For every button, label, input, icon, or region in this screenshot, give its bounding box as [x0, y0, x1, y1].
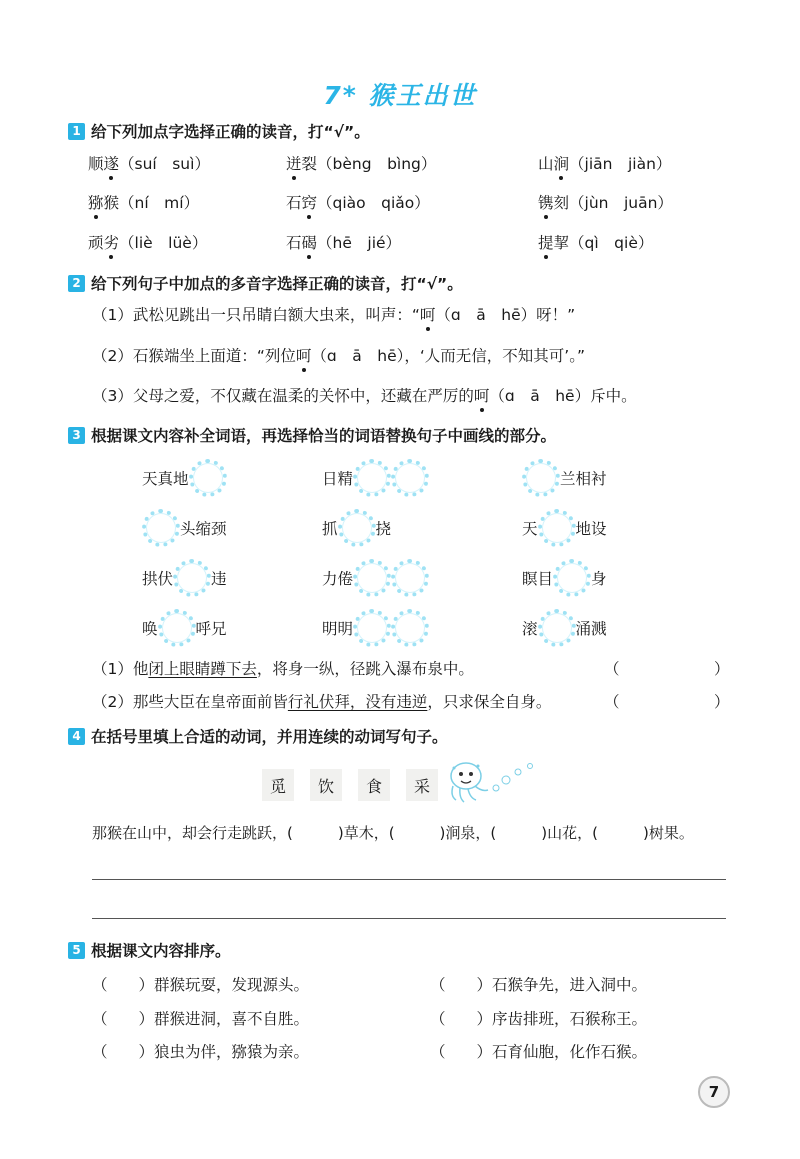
- q1-item[interactable]: [88, 152, 210, 174]
- q2-s2-pre: （2）石猴端坐上面道：“列位: [92, 347, 296, 365]
- q3-word-3b: [322, 558, 429, 598]
- q4-word-boxes: [262, 769, 454, 801]
- page-number: 7: [698, 1076, 730, 1108]
- q1-instruction: 给下列加点字选择正确的读音，打“√”。: [91, 123, 370, 141]
- q3-sentence-1: [92, 657, 474, 679]
- q5-header: [68, 937, 231, 963]
- q1-item-pre: 山: [538, 155, 554, 173]
- q3-word-1a: [142, 458, 227, 498]
- blank-circle[interactable]: [158, 609, 196, 647]
- q3-w4c2-text: 涌溅: [575, 620, 607, 638]
- q3-word-4b: [322, 608, 429, 648]
- q3-w3a1-text: 拱伏: [142, 570, 174, 588]
- q2-instruction: 给下列句子中加点的多音字选择正确的读音，打“√”。: [91, 275, 463, 293]
- q3-s1-post: ，将身一纵，径跳入瀑布泉中。: [256, 660, 474, 678]
- q1-item-dot-char: 劣: [103, 234, 120, 252]
- q2-s3-pre: （3）父母之爱，不仅藏在温柔的关怀中，还藏在严厉的: [92, 387, 474, 405]
- q5-right-item-1[interactable]: （ ）石猴争先，进入洞中。: [430, 976, 648, 994]
- answer-paren-left[interactable]: （: [604, 660, 620, 678]
- q3-word-2b: [322, 508, 391, 548]
- q1-item-dot-char: 镌: [538, 194, 554, 212]
- q3-word-3a: [142, 558, 227, 598]
- blank-circle[interactable]: [173, 559, 211, 597]
- q3-w2c1-text: 天: [522, 520, 538, 538]
- answer-paren-right: ）: [714, 660, 730, 678]
- word-box: 食: [358, 769, 390, 801]
- q1-item-dot-char: 提: [538, 234, 554, 252]
- q1-item-pinyin: （qiào qiǎo）: [317, 194, 430, 212]
- q1-item[interactable]: [286, 231, 401, 253]
- blank-circle[interactable]: [538, 509, 576, 547]
- q1-item-post: 裂: [301, 155, 318, 173]
- q2-s3-post: （ɑ ā hē）斥中。: [489, 387, 637, 405]
- q3-s2-post: ，只求保全自身。: [427, 693, 552, 711]
- q1-item-pinyin: （ní mí）: [119, 194, 200, 212]
- q3-w4a2-text: 呼兄: [195, 620, 227, 638]
- q4-sentence: 那猴在山中，却会行走跳跃，( )草木，( )涧泉，( )山花，( )树果。: [92, 824, 694, 842]
- blank-circle[interactable]: [189, 459, 227, 497]
- blank-circle[interactable]: [391, 559, 429, 597]
- q1-item[interactable]: [538, 152, 671, 174]
- q1-item-dot-char: 窍: [301, 194, 318, 212]
- q3-header: [68, 422, 556, 448]
- q1-item-post: 猴: [103, 194, 120, 212]
- q2-header: [68, 270, 463, 296]
- q1-item[interactable]: [538, 231, 653, 253]
- q5-number: 5: [68, 942, 85, 959]
- q3-word-3c: [522, 558, 607, 598]
- q1-item-pinyin: （liè lüè）: [119, 234, 208, 252]
- q4-number: 4: [68, 728, 85, 745]
- q3-s2-pre: （2）那些大臣在皇帝面前皆: [92, 693, 288, 711]
- q1-item-pinyin: （hē jié）: [317, 234, 402, 252]
- q2-s1-dot-char: 呵: [419, 306, 436, 324]
- q3-number: 3: [68, 427, 85, 444]
- blank-circle[interactable]: [522, 459, 560, 497]
- q1-item-dot-char: 碣: [301, 234, 318, 252]
- q1-item-post: 挈: [553, 234, 570, 252]
- q1-item-dot-char: 遂: [103, 155, 120, 173]
- q1-item-pinyin: （qì qiè）: [569, 234, 654, 252]
- q5-left-item-1[interactable]: （ ）群猴玩耍，发现源头。: [92, 976, 310, 994]
- q2-sentence-1: [92, 303, 575, 325]
- blank-circle[interactable]: [353, 559, 391, 597]
- q5-right-item-3[interactable]: （ ）石育仙胞，化作石猴。: [430, 1043, 648, 1061]
- q3-w3a2-text: 违: [211, 570, 227, 588]
- q1-number: 1: [68, 123, 85, 140]
- q1-item-pinyin: （jùn juān）: [569, 194, 673, 212]
- q1-item[interactable]: [88, 231, 207, 253]
- q3-s2-underlined: 行礼伏拜，没有违逆: [287, 693, 428, 711]
- q3-w4b-text: 明明: [322, 620, 354, 638]
- q3-word-1c: [522, 458, 607, 498]
- q1-item[interactable]: [286, 152, 436, 174]
- word-box: 采: [406, 769, 438, 801]
- q1-item-pre: 石: [286, 234, 302, 252]
- q5-left-item-2[interactable]: （ ）群猴进洞，喜不自胜。: [92, 1010, 310, 1028]
- q2-s1-pre: （1）武松见跳出一只吊睛白额大虫来，叫声：“: [92, 306, 420, 324]
- q1-item-pre: 顺: [88, 155, 104, 173]
- blank-circle[interactable]: [553, 559, 591, 597]
- q4-header: [68, 723, 448, 749]
- octopus-illustration-icon: [444, 758, 540, 808]
- q2-sentence-3: [92, 384, 637, 406]
- q3-w2b1-text: 抓: [322, 520, 338, 538]
- answer-paren-left[interactable]: （: [604, 693, 620, 711]
- q3-w4c1-text: 滚: [522, 620, 538, 638]
- answer-line[interactable]: [92, 879, 726, 880]
- q3-instruction: 根据课文内容补全词语，再选择恰当的词语替换句子中画线的部分。: [91, 427, 557, 445]
- q1-item-pre: 石: [286, 194, 302, 212]
- q3-w2b2-text: 挠: [375, 520, 392, 538]
- q2-s1-post: （ɑ ā hē）呀！”: [435, 306, 576, 324]
- q1-item-post: 刻: [553, 194, 570, 212]
- q3-w3b-text: 力倦: [322, 570, 354, 588]
- q3-w3c1-text: 瞑目: [522, 570, 554, 588]
- q3-w1a-text: 天真地: [142, 470, 189, 488]
- word-box: 觅: [262, 769, 294, 801]
- q3-w2c2-text: 地设: [575, 520, 607, 538]
- q1-item-pinyin: （jiān jiàn）: [569, 155, 672, 173]
- q5-left-item-3[interactable]: （ ）狼虫为伴，猕猿为亲。: [92, 1043, 310, 1061]
- blank-circle[interactable]: [538, 609, 576, 647]
- q3-sentence-2: [92, 690, 551, 712]
- q2-s2-dot-char: 呵: [295, 347, 312, 365]
- q1-item-pinyin: （bèng bìng）: [317, 155, 437, 173]
- q5-instruction: 根据课文内容排序。: [91, 942, 231, 960]
- q1-item[interactable]: [88, 191, 199, 213]
- q1-item[interactable]: [538, 191, 673, 213]
- q1-item-dot-char: 迸: [286, 155, 302, 173]
- answer-paren-right: ）: [714, 693, 730, 711]
- q3-s1-pre: （1）他: [92, 660, 149, 678]
- blank-circle[interactable]: [391, 609, 429, 647]
- q3-w4a1-text: 唤: [142, 620, 158, 638]
- q3-w1c-text: 兰相衬: [560, 470, 607, 488]
- q1-item-dot-char: 涧: [553, 155, 570, 173]
- q3-w1b-text: 日精: [322, 470, 354, 488]
- q3-s1-underlined: 闭上眼睛蹲下去: [148, 660, 257, 678]
- q1-item-pinyin: （suí suì）: [119, 155, 210, 173]
- q1-item[interactable]: [286, 191, 430, 213]
- q3-word-2c: [522, 508, 607, 548]
- q3-word-2a: [142, 508, 227, 548]
- q5-right-item-2[interactable]: （ ）序齿排班，石猴称王。: [430, 1010, 648, 1028]
- q2-s2-post: （ɑ ā hē），‘人而无信，不知其可’。”: [311, 347, 586, 365]
- q1-header: [68, 118, 370, 144]
- q3-word-4c: [522, 608, 607, 648]
- q2-number: 2: [68, 275, 85, 292]
- q1-item-dot-char: 猕: [88, 194, 104, 212]
- q1-item-pre: 顽: [88, 234, 104, 252]
- q4-instruction: 在括号里填上合适的动词，并用连续的动词写句子。: [91, 728, 448, 746]
- q3-word-4a: [142, 608, 227, 648]
- q3-w2a-text: 头缩颈: [180, 520, 227, 538]
- blank-circle[interactable]: [391, 459, 429, 497]
- answer-line[interactable]: [92, 918, 726, 919]
- page-title: 7* 猴王出世: [323, 81, 477, 110]
- blank-circle[interactable]: [142, 509, 180, 547]
- word-box: 饮: [310, 769, 342, 801]
- q3-word-1b: [322, 458, 429, 498]
- blank-circle[interactable]: [338, 509, 376, 547]
- blank-circle[interactable]: [353, 459, 391, 497]
- q2-sentence-2: [92, 344, 585, 366]
- q2-s3-dot-char: 呵: [473, 387, 490, 405]
- blank-circle[interactable]: [353, 609, 391, 647]
- q3-w3c2-text: 身: [591, 570, 607, 588]
